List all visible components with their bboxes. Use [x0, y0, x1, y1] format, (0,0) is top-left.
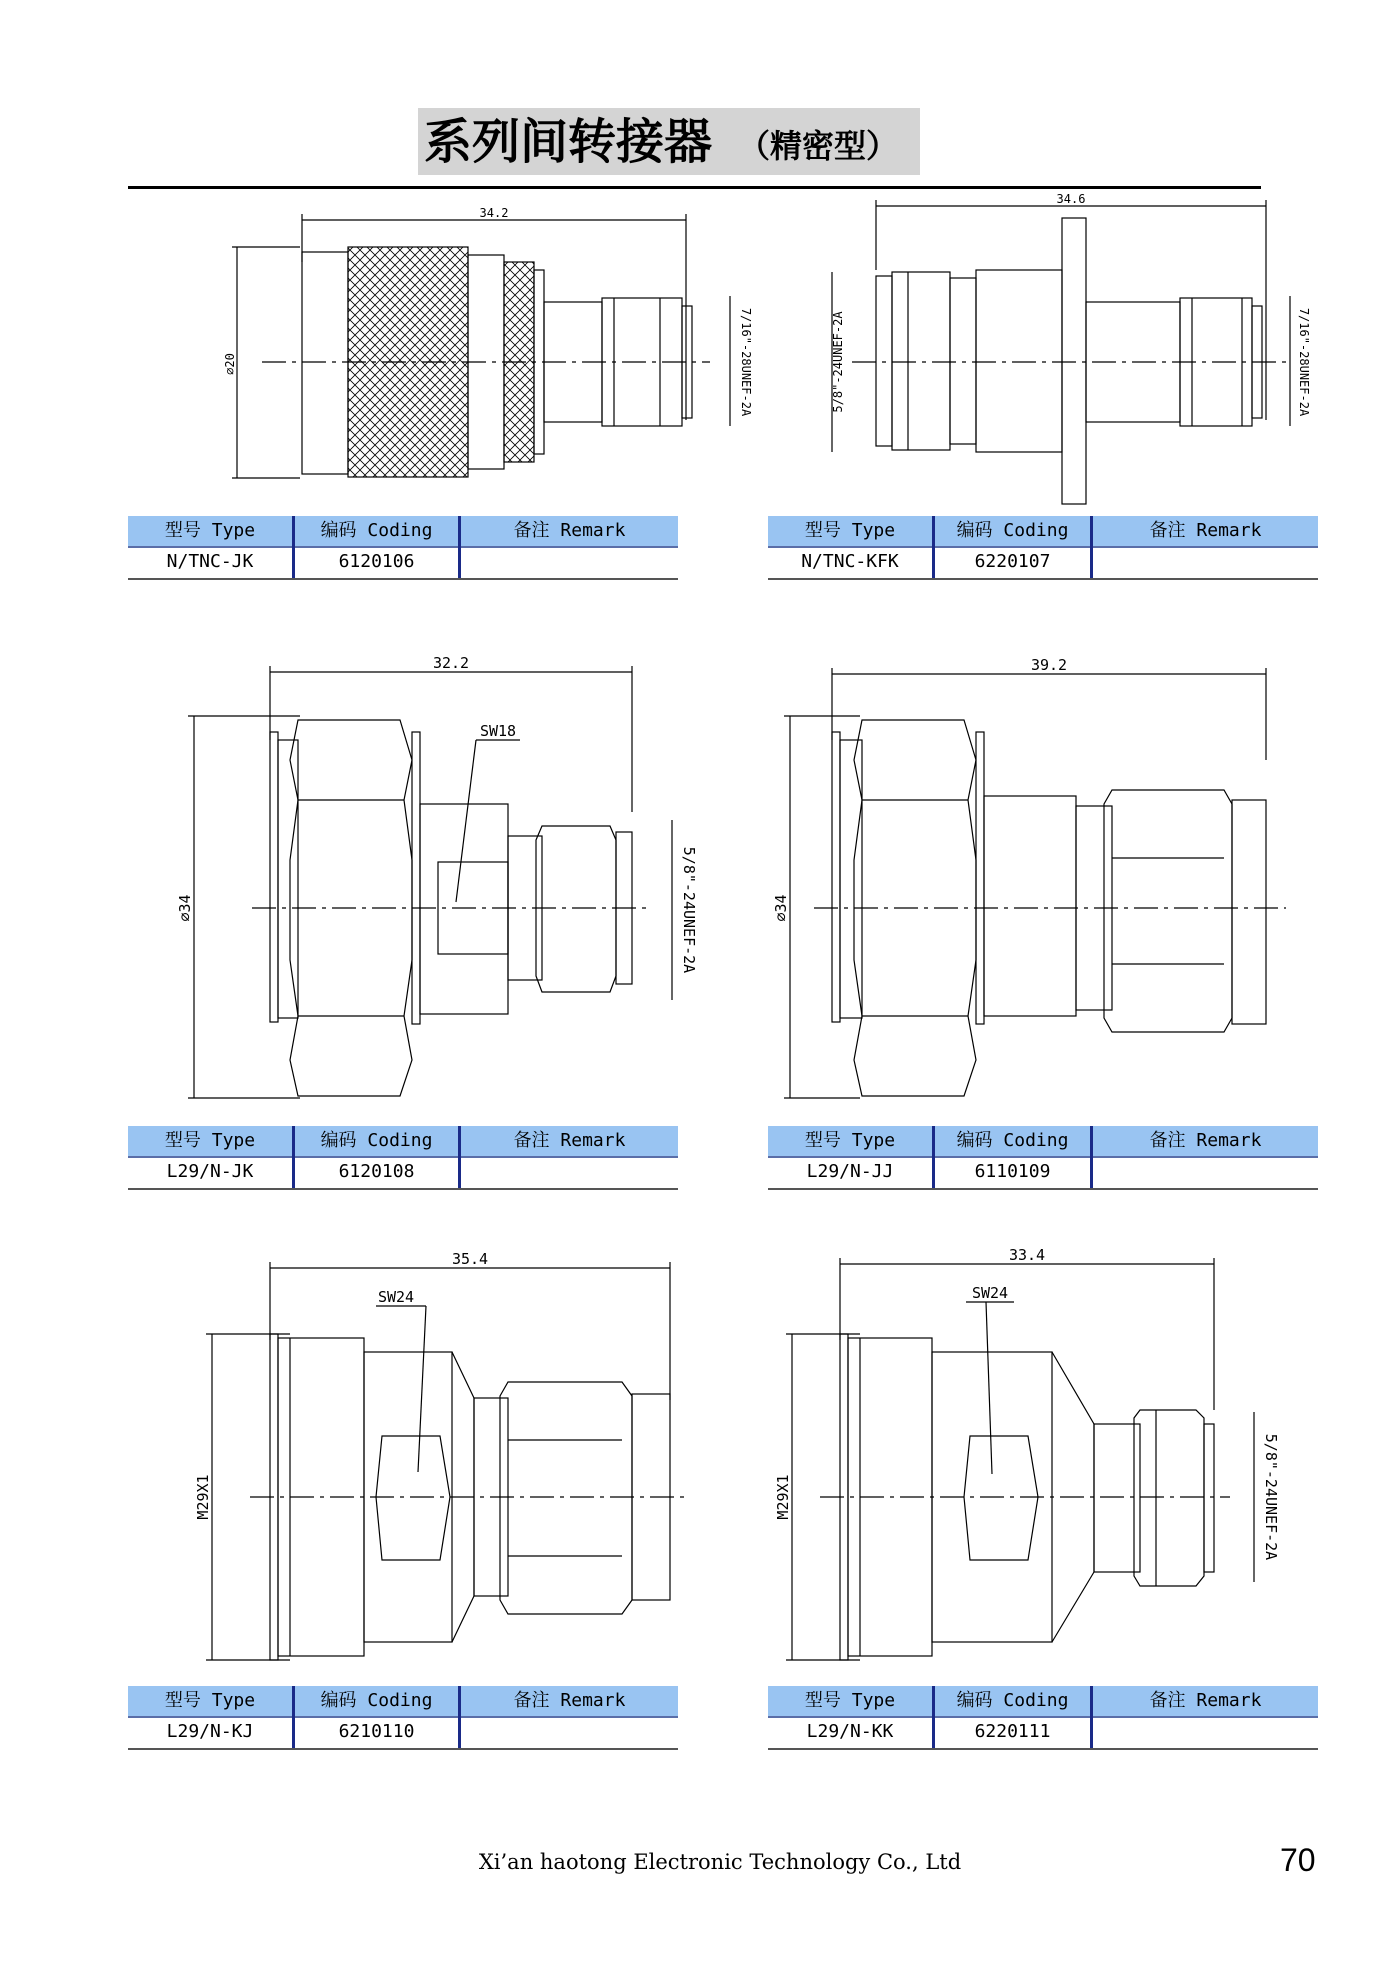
table-bottom-rule: [128, 1188, 678, 1190]
header-type: 型号 Type: [804, 1690, 896, 1711]
type-value: L29/N-KJ: [166, 1721, 254, 1742]
length-label: 35.4: [451, 1250, 489, 1268]
header-coding: 编码 Coding: [320, 1130, 433, 1151]
diameter-label: ⌀34: [176, 894, 194, 922]
table-bottom-rule: [768, 1188, 1318, 1190]
spec-table-n-tnc-kfk: [768, 516, 1318, 580]
header-coding: 编码 Coding: [956, 1690, 1069, 1711]
thread-label: 7/16"-28UNEF-2A: [739, 307, 753, 417]
drawing-l29-n-kj: [194, 1250, 690, 1660]
header-type: 型号 Type: [164, 520, 256, 541]
page-number: 70: [1280, 1842, 1316, 1878]
header-coding: 编码 Coding: [956, 1130, 1069, 1151]
spec-table-l29-n-kk: [768, 1686, 1318, 1750]
length-label: 34.2: [479, 206, 509, 220]
table-bottom-rule: [768, 578, 1318, 580]
header-type: 型号 Type: [164, 1690, 256, 1711]
header-coding: 编码 Coding: [320, 1690, 433, 1711]
spec-table-l29-n-jj: [768, 1126, 1318, 1190]
header-type: 型号 Type: [804, 520, 896, 541]
thread-label: 5/8"-24UNEF-2A: [1262, 1433, 1280, 1561]
header-remark: 备注 Remark: [1149, 1690, 1262, 1711]
diameter-label: M29X1: [194, 1474, 212, 1520]
diameter-label: ⌀20: [223, 353, 237, 375]
table-bottom-rule: [128, 578, 678, 580]
table-bottom-rule: [768, 1748, 1318, 1750]
coding-value: 6120106: [338, 551, 415, 572]
spec-table-n-tnc-jk: [128, 516, 678, 580]
diameter-label: M29X1: [774, 1474, 792, 1520]
length-label: 32.2: [432, 654, 470, 672]
drawing-n-tnc-jk: [223, 206, 753, 478]
drawing-n-tnc-kfk: [831, 192, 1311, 504]
header-coding: 编码 Coding: [956, 520, 1069, 541]
coding-value: 6220107: [974, 551, 1051, 572]
header-remark: 备注 Remark: [1149, 1130, 1262, 1151]
thread-label: 5/8"-24UNEF-2A: [680, 846, 698, 974]
page-title: 系列间转接器: [424, 114, 713, 170]
drawing-l29-n-jj: [772, 656, 1286, 1098]
coding-value: 6210110: [338, 1721, 415, 1742]
type-value: N/TNC-KFK: [801, 551, 899, 572]
header-remark: 备注 Remark: [1149, 520, 1262, 541]
wrench-label: SW24: [971, 1284, 1009, 1302]
type-value: N/TNC-JK: [166, 551, 254, 572]
header-remark: 备注 Remark: [513, 1690, 626, 1711]
header-remark: 备注 Remark: [513, 1130, 626, 1151]
thread-right-label: 7/16"-28UNEF-2A: [1297, 307, 1311, 417]
diameter-label: ⌀34: [772, 894, 790, 922]
wrench-label: SW24: [377, 1288, 415, 1306]
header-remark: 备注 Remark: [513, 520, 626, 541]
type-value: L29/N-JJ: [806, 1161, 894, 1182]
table-bottom-rule: [128, 1748, 678, 1750]
spec-table-l29-n-jk: [128, 1126, 678, 1190]
footer-company: Xi’an haotong Electronic Technology Co., Ltd: [478, 1850, 962, 1874]
length-label: 34.6: [1056, 192, 1086, 206]
header-type: 型号 Type: [804, 1130, 896, 1151]
thread-left-label: 5/8"-24UNEF-2A: [831, 311, 845, 413]
drawing-l29-n-kk: [774, 1246, 1280, 1660]
type-value: L29/N-KK: [806, 1721, 894, 1742]
coding-value: 6220111: [974, 1721, 1051, 1742]
spec-table-l29-n-kj: [128, 1686, 678, 1750]
length-label: 39.2: [1030, 656, 1068, 674]
type-value: L29/N-JK: [166, 1161, 254, 1182]
wrench-label: SW18: [479, 722, 517, 740]
coding-value: 6120108: [338, 1161, 415, 1182]
header-type: 型号 Type: [164, 1130, 256, 1151]
header-coding: 编码 Coding: [320, 520, 433, 541]
coding-value: 6110109: [974, 1161, 1051, 1182]
length-label: 33.4: [1008, 1246, 1046, 1264]
drawing-l29-n-jk: [176, 654, 698, 1098]
page-subtitle: （精密型）: [738, 127, 899, 165]
